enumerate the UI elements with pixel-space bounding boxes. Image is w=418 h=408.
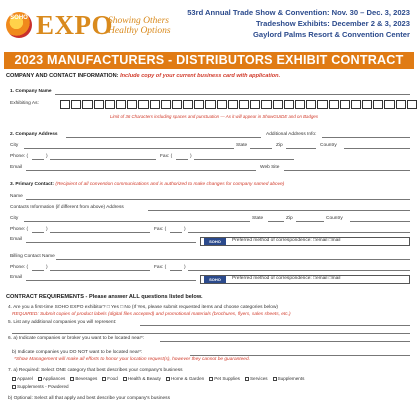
character-box[interactable] (82, 100, 92, 109)
additional-address-label: Additional Address Info: (266, 132, 317, 137)
category-option[interactable] (70, 376, 97, 381)
character-box[interactable] (317, 100, 327, 109)
company-address-label: 2. Company Address (10, 132, 58, 137)
billing-pref-correspondence[interactable]: Preferred method of correspondence: □email □mail (232, 276, 341, 281)
category-label: Supplements (277, 376, 305, 381)
category-label: Appliances (42, 376, 66, 381)
primary-zip-label: Zip (286, 216, 293, 221)
country-field[interactable] (344, 148, 410, 149)
character-box[interactable] (183, 100, 193, 109)
tradeshow-dates: Tradeshow Exhibits: December 2 & 3, 2023 (255, 19, 410, 28)
billing-fax-field[interactable] (188, 270, 410, 271)
q5-field-line2[interactable] (12, 333, 410, 334)
category-label: Supplements - Powdered (17, 384, 69, 389)
primary-name-field[interactable] (26, 199, 410, 200)
category-option[interactable] (166, 376, 204, 381)
q6a-field[interactable] (160, 341, 410, 342)
billing-fax-label: Fax: ( (154, 265, 167, 270)
q4-required-note: REQUIRED: Submit copies of product labels (digital files accepted) and promotional materials (brochures, flyers, sales sheets, etc.) (12, 312, 291, 317)
primary-city-label: City (10, 216, 19, 221)
billing-phone-area-field[interactable] (32, 270, 44, 271)
phone-area-field[interactable] (32, 159, 44, 160)
primary-contact-heading (10, 182, 284, 187)
category-option[interactable] (38, 376, 65, 381)
primary-phone-label: Phone: ( (10, 227, 29, 232)
character-box[interactable] (273, 100, 283, 109)
primary-contact-note: (Recipient of all convention communications and is authorized to make changes for company named above) (55, 182, 285, 187)
soho-expo-chip: SOHO EXPO (204, 238, 226, 245)
soho-expo-chip-billing: SOHO EXPO (204, 276, 226, 283)
venue: Gaylord Palms Resort & Convention Center (253, 30, 410, 39)
soho-expo-logo (6, 6, 171, 46)
character-box[interactable] (295, 100, 305, 109)
character-box[interactable] (161, 100, 171, 109)
primary-zip-field[interactable] (296, 221, 324, 222)
category-option[interactable] (102, 376, 117, 381)
billing-phone-paren: ) (46, 265, 48, 270)
phone-label: Phone: ( (10, 154, 29, 159)
exhibiting-as-character-boxes[interactable] (60, 100, 418, 109)
billing-phone-field[interactable] (50, 270, 150, 271)
primary-state-label: State (252, 216, 264, 221)
character-box[interactable] (138, 100, 148, 109)
company-info-heading (6, 73, 280, 79)
category-option[interactable] (12, 376, 33, 381)
q4-first-time-exhibitor[interactable]: 4. Are you a first-time SOHO EXPO exhibitor? □ Yes □ No (If Yes, please submit requested items and choose categories below) (8, 305, 279, 310)
logo-tagline: Showing Others Healthy Options (108, 16, 171, 36)
character-box[interactable] (384, 100, 394, 109)
zip-field[interactable] (286, 148, 316, 149)
character-box[interactable] (71, 100, 81, 109)
character-box[interactable] (60, 100, 70, 109)
character-box[interactable] (306, 100, 316, 109)
business-card-note: Include copy of your current business card with application. (120, 73, 281, 79)
primary-phone-paren: ) (46, 227, 48, 232)
billing-email-label: Email (10, 275, 22, 280)
character-box[interactable] (228, 100, 238, 109)
primary-email-label: Email (10, 237, 22, 242)
billing-contact-label: Billing Contact Name (10, 254, 55, 259)
primary-contact-label: 3. Primary Contact: (10, 182, 54, 187)
checkbox-icon[interactable] (38, 377, 42, 381)
primary-fax-label: Fax: ( (154, 227, 167, 232)
phone-paren: ) (46, 154, 48, 159)
character-box[interactable] (94, 100, 104, 109)
category-label: Services (249, 376, 268, 381)
category-option[interactable] (123, 376, 161, 381)
character-box[interactable] (150, 100, 160, 109)
q6b-field[interactable] (190, 355, 410, 356)
primary-fax-field[interactable] (188, 232, 410, 233)
billing-contact-field[interactable] (56, 259, 410, 260)
billing-phone-label: Phone: ( (10, 265, 29, 270)
website-label: Web Site (260, 165, 280, 170)
company-info-heading-text: COMPANY AND CONTACT INFORMATION: (6, 73, 119, 79)
state-label: State (236, 143, 248, 148)
character-box[interactable] (284, 100, 294, 109)
contacts-address-label: Contacts Information (if different from above) Address (10, 205, 124, 210)
q5-field[interactable] (140, 325, 410, 326)
zip-label: Zip (276, 143, 283, 148)
primary-city-field[interactable] (24, 221, 250, 222)
country-label: Country (320, 143, 337, 148)
character-box[interactable] (172, 100, 182, 109)
checkbox-icon[interactable] (245, 377, 249, 381)
company-name-field[interactable] (55, 94, 410, 95)
category-options-row2 (12, 384, 74, 389)
character-box[interactable] (127, 100, 137, 109)
fax-label: Fax: ( (160, 154, 173, 159)
company-name-label: 1. Company Name (10, 89, 52, 94)
additional-address-field[interactable] (322, 137, 410, 138)
checkbox-icon[interactable] (70, 377, 74, 381)
primary-country-field[interactable] (350, 221, 410, 222)
category-label: Pet Supplies (214, 376, 240, 381)
primary-fax-paren: ) (184, 227, 186, 232)
character-box[interactable] (351, 100, 361, 109)
category-label: Beverages (75, 376, 98, 381)
state-field[interactable] (250, 148, 272, 149)
category-option[interactable] (209, 376, 240, 381)
checkbox-icon[interactable] (273, 377, 277, 381)
category-options-row1 (12, 376, 309, 381)
logo-wordmark: EXPO (36, 10, 114, 40)
primary-country-label: Country (326, 216, 343, 221)
character-box[interactable] (250, 100, 260, 109)
category-option[interactable] (245, 376, 268, 381)
billing-email-field[interactable] (26, 280, 196, 281)
phone-field[interactable] (50, 159, 156, 160)
character-box[interactable] (340, 100, 350, 109)
email-field[interactable] (26, 170, 256, 171)
checkbox-icon[interactable] (12, 377, 16, 381)
category-label: Health & Beauty (127, 376, 161, 381)
character-box[interactable] (116, 100, 126, 109)
q7a-category: 7. a) Required: Select ONE category that best describes your company's business (8, 368, 183, 373)
category-label: Food (107, 376, 118, 381)
q6a-located-near: 6. a) Indicate companies or broker you want to be located near*: (8, 336, 145, 341)
primary-phone-area-field[interactable] (32, 232, 44, 233)
checkbox-icon[interactable] (166, 377, 170, 381)
event-dates: 53rd Annual Trade Show & Convention: Nov. 30 – Dec. 3, 2023 (187, 8, 410, 17)
primary-email-field[interactable] (26, 242, 196, 243)
character-box[interactable] (239, 100, 249, 109)
primary-phone-field[interactable] (50, 232, 150, 233)
character-box[interactable] (396, 100, 406, 109)
company-address-field[interactable] (66, 137, 261, 138)
character-limit-note: Limit of 36 Characters including spaces and punctuation — As it will appear in ShowGUIDE and on Badges (110, 114, 319, 119)
fax-paren: ) (190, 154, 192, 159)
character-box[interactable] (194, 100, 204, 109)
character-box[interactable] (261, 100, 271, 109)
primary-fax-area-field[interactable] (170, 232, 182, 233)
checkbox-icon[interactable] (12, 385, 16, 389)
city-label: City (10, 143, 19, 148)
category-label: Apparel (17, 376, 33, 381)
requirements-heading: CONTRACT REQUIREMENTS - Please answer ALL questions listed below. (6, 294, 203, 300)
character-box[interactable] (407, 100, 417, 109)
billing-fax-area-field[interactable] (170, 270, 182, 271)
logo-badge-text: SOHO (10, 15, 28, 21)
character-box[interactable] (217, 100, 227, 109)
character-box[interactable] (362, 100, 372, 109)
city-field[interactable] (24, 148, 234, 149)
primary-pref-correspondence[interactable]: Preferred method of correspondence: □email □mail (232, 238, 341, 243)
checkbox-icon[interactable] (209, 377, 213, 381)
category-label: Home & Garden (170, 376, 205, 381)
fax-field[interactable] (194, 159, 294, 160)
category-option[interactable] (273, 376, 305, 381)
character-box[interactable] (205, 100, 215, 109)
character-box[interactable] (105, 100, 115, 109)
checkbox-icon[interactable] (102, 377, 106, 381)
primary-state-field[interactable] (268, 221, 284, 222)
email-label: Email (10, 165, 22, 170)
q6-location-note: *Show Management will make all efforts to honor your location request(s), however they cannot be guaranteed. (14, 357, 250, 362)
contacts-address-field[interactable] (148, 210, 410, 211)
q7b-optional: b) Optional: Select all that apply and best describe your company's business (8, 396, 170, 401)
checkbox-icon[interactable] (123, 377, 127, 381)
q6b-not-located-near: b) Indicate companies you DO NOT want to be located near*: (12, 350, 143, 355)
character-box[interactable] (329, 100, 339, 109)
website-field[interactable] (284, 170, 410, 171)
exhibiting-as-label: Exhibiting As: (10, 101, 39, 106)
billing-fax-paren: ) (184, 265, 186, 270)
character-box[interactable] (373, 100, 383, 109)
fax-area-field[interactable] (176, 159, 188, 160)
page-title: 2023 MANUFACTURERS - DISTRIBUTORS EXHIBIT CONTRACT (4, 52, 414, 69)
category-option[interactable] (12, 384, 69, 389)
primary-name-label: Name (10, 194, 23, 199)
q5-additional-companies: 5. List any additional companies you will represent: (8, 320, 117, 325)
